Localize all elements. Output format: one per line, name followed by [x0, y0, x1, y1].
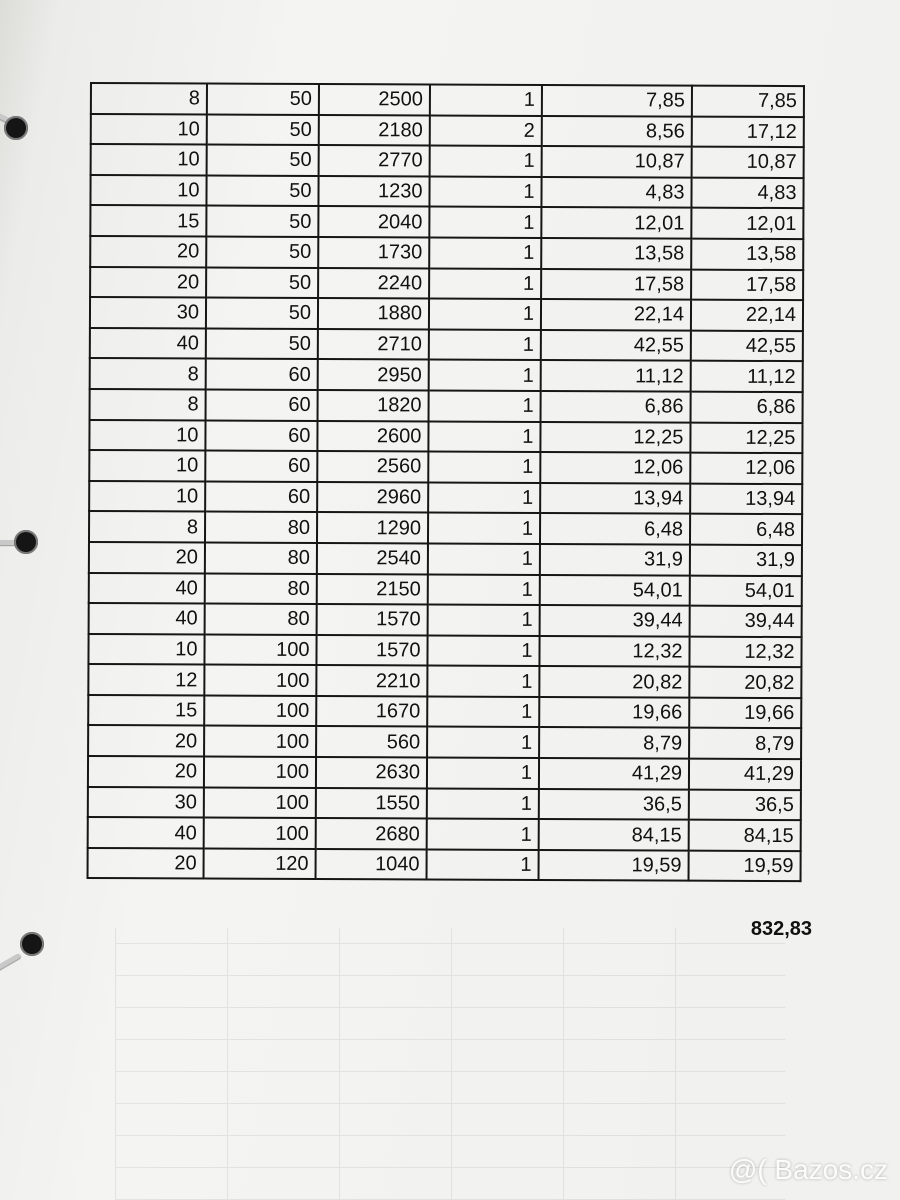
table-cell: 1: [429, 360, 541, 391]
table-cell: 10: [91, 114, 207, 145]
table-cell: 1550: [316, 788, 427, 819]
table-row: [90, 236, 803, 270]
table-cell: 19,66: [689, 697, 801, 728]
table-cell: 60: [205, 451, 317, 482]
table-cell: 12,01: [691, 208, 803, 239]
table-row: [91, 144, 804, 178]
table-cell: 60: [205, 481, 317, 512]
table-row: [89, 542, 802, 576]
table-cell: 50: [207, 145, 319, 176]
table-cell: 1: [427, 819, 539, 850]
table-cell: 2710: [318, 329, 429, 360]
table-row: [91, 114, 804, 148]
table-row: [88, 634, 801, 668]
binder-ring-top: [4, 116, 28, 140]
table-cell: 39,44: [690, 606, 802, 637]
table-total: 832,83: [750, 918, 812, 940]
table-cell: 40: [88, 817, 204, 848]
table-cell: 1: [427, 727, 539, 758]
table-cell: 1: [427, 696, 539, 727]
table-row: [91, 83, 804, 117]
table-cell: 1: [429, 207, 541, 238]
table-cell: 50: [206, 236, 318, 267]
table-cell: 50: [207, 114, 319, 145]
table-cell: 10: [90, 175, 206, 206]
table-cell: 1: [430, 84, 542, 115]
table-cell: 10,87: [542, 146, 692, 177]
table-row: [88, 817, 801, 851]
table-cell: 20: [88, 725, 204, 756]
table-cell: 20: [90, 236, 206, 267]
table-cell: 22,14: [691, 300, 803, 331]
table-row: [89, 603, 802, 637]
table-cell: 15: [88, 695, 204, 726]
table-cell: 100: [204, 818, 316, 849]
table-cell: 560: [316, 726, 427, 757]
table-cell: 2500: [319, 84, 430, 115]
table-cell: 39,44: [540, 605, 690, 636]
table-cell: 17,12: [692, 116, 804, 147]
table-row: [88, 756, 801, 790]
table-cell: 2: [430, 115, 542, 146]
table-cell: 2600: [317, 421, 428, 452]
table-cell: 60: [205, 420, 317, 451]
table-cell: 2630: [316, 757, 427, 788]
table-cell: 8,56: [542, 116, 692, 147]
table-cell: 13,94: [540, 483, 690, 514]
watermark: @( Bazos.cz: [728, 1154, 888, 1185]
table-cell: 2210: [316, 665, 427, 696]
table-cell: 10: [88, 634, 204, 665]
table-cell: 50: [206, 267, 318, 298]
table-cell: 1: [429, 176, 541, 207]
table-cell: 13,58: [691, 239, 803, 270]
table-cell: 10: [89, 450, 205, 481]
table-cell: 2960: [317, 482, 428, 513]
table-cell: 1: [427, 788, 539, 819]
table-cell: 12,32: [539, 636, 689, 667]
binder-ring-bottom: [20, 932, 44, 956]
table-row: [89, 481, 802, 515]
table-cell: 15: [90, 205, 206, 236]
table-row: [89, 420, 802, 454]
table-row: [90, 297, 803, 331]
table-cell: 2770: [319, 145, 430, 176]
table-cell: 19,59: [689, 850, 801, 881]
table-cell: 1230: [318, 176, 429, 207]
table-cell: 1: [428, 421, 540, 452]
table-row: [90, 267, 803, 301]
table-cell: 12,25: [540, 422, 690, 453]
table-cell: 4,83: [691, 177, 803, 208]
table-row: [88, 725, 801, 759]
table-cell: 60: [206, 359, 318, 390]
table-cell: 100: [204, 757, 316, 788]
data-table: [87, 82, 805, 883]
table-cell: 19,59: [539, 850, 689, 881]
table-cell: 80: [205, 542, 317, 573]
table-cell: 10,87: [692, 147, 804, 178]
table-cell: 36,5: [539, 789, 689, 820]
table-cell: 60: [206, 389, 318, 420]
table-cell: 1570: [316, 635, 427, 666]
table-cell: 6,86: [541, 391, 691, 422]
table-cell: 1: [428, 574, 540, 605]
table-row: [90, 389, 803, 423]
table-row: [90, 205, 803, 239]
table-cell: 50: [206, 206, 318, 237]
table-cell: 8: [91, 83, 207, 114]
table-cell: 7,85: [692, 86, 804, 117]
table-row: [90, 358, 803, 392]
table-row: [88, 848, 801, 882]
table-cell: 1670: [316, 696, 427, 727]
table-cell: 30: [90, 297, 206, 328]
table-cell: 10: [89, 420, 205, 451]
table-cell: 6,48: [540, 513, 690, 544]
table-cell: 1: [429, 237, 541, 268]
table-cell: 1: [427, 849, 539, 880]
table-cell: 80: [205, 573, 317, 604]
table-cell: 2180: [319, 115, 430, 146]
table-cell: 1: [429, 268, 541, 299]
table-cell: 1: [429, 390, 541, 421]
table-cell: 54,01: [690, 575, 802, 606]
table-cell: 1: [428, 452, 540, 483]
table-cell: 1: [427, 666, 539, 697]
table-cell: 2680: [316, 818, 427, 849]
table-cell: 1: [430, 146, 542, 177]
table-cell: 2240: [318, 268, 429, 299]
table-cell: 20,82: [539, 666, 689, 697]
table-cell: 8,79: [539, 727, 689, 758]
table-row: [90, 175, 803, 209]
table-cell: 1: [428, 513, 540, 544]
table-cell: 1: [429, 329, 541, 360]
table-cell: 12: [88, 664, 204, 695]
table-cell: 40: [90, 328, 206, 359]
table-cell: 10: [91, 144, 207, 175]
table-cell: 50: [207, 84, 319, 115]
table-row: [89, 450, 802, 484]
table-cell: 80: [205, 512, 317, 543]
table-cell: 1040: [316, 849, 427, 880]
table-cell: 1730: [318, 237, 429, 268]
table-cell: 50: [206, 298, 318, 329]
table-row: [89, 572, 802, 606]
table-cell: 20: [88, 756, 204, 787]
table-cell: 40: [89, 572, 205, 603]
table-cell: 30: [88, 787, 204, 818]
table-cell: 1: [429, 299, 541, 330]
table-cell: 41,29: [689, 759, 801, 790]
table-cell: 2950: [318, 359, 429, 390]
table-row: [90, 328, 803, 362]
table-cell: 20: [89, 542, 205, 573]
table-cell: 7,85: [542, 85, 692, 116]
table-cell: 11,12: [541, 360, 691, 391]
table-cell: 13,58: [541, 238, 691, 269]
table-row: [88, 664, 801, 698]
table-cell: 50: [206, 175, 318, 206]
table-cell: 31,9: [540, 544, 690, 575]
table-cell: 2040: [318, 206, 429, 237]
table-cell: 1: [428, 605, 540, 636]
table-cell: 6,86: [691, 392, 803, 423]
table-cell: 13,94: [690, 483, 802, 514]
table-cell: 100: [204, 634, 316, 665]
table-cell: 22,14: [541, 299, 691, 330]
table-cell: 1: [428, 543, 540, 574]
table-cell: 100: [204, 665, 316, 696]
table-cell: 17,58: [691, 269, 803, 300]
table-cell: 4,83: [541, 177, 691, 208]
table-cell: 42,55: [691, 330, 803, 361]
table-cell: 100: [204, 726, 316, 757]
table-cell: 120: [204, 848, 316, 879]
table-cell: 41,29: [539, 758, 689, 789]
table-cell: 40: [89, 603, 205, 634]
table-cell: 31,9: [690, 545, 802, 576]
table-cell: 8: [90, 389, 206, 420]
table-cell: 8: [89, 511, 205, 542]
table-cell: 80: [205, 604, 317, 635]
table-cell: 1: [427, 635, 539, 666]
table-cell: 2540: [317, 543, 428, 574]
table-cell: 100: [204, 787, 316, 818]
binder-ring-middle: [14, 530, 38, 554]
table-cell: 2560: [317, 451, 428, 482]
table-cell: 20: [90, 267, 206, 298]
table-cell: 2150: [317, 573, 428, 604]
table-cell: 50: [206, 328, 318, 359]
table-cell: 1880: [318, 298, 429, 329]
table-cell: 20: [88, 848, 204, 879]
table-cell: 8: [90, 358, 206, 389]
table-cell: 84,15: [539, 819, 689, 850]
table-cell: 12,06: [540, 452, 690, 483]
table-cell: 1290: [317, 512, 428, 543]
table-cell: 36,5: [689, 789, 801, 820]
table-cell: 100: [204, 695, 316, 726]
table-cell: 12,25: [690, 422, 802, 453]
table-cell: 12,32: [689, 636, 801, 667]
table-cell: 1: [427, 758, 539, 789]
table-cell: 42,55: [541, 330, 691, 361]
table-cell: 19,66: [539, 697, 689, 728]
show-through-table: [115, 928, 785, 1200]
table-row: [88, 787, 801, 821]
table-cell: 8,79: [689, 728, 801, 759]
table-row: [89, 511, 802, 545]
table-cell: 1: [428, 482, 540, 513]
table-cell: 17,58: [541, 269, 691, 300]
table-row: [88, 695, 801, 729]
table-body: [88, 83, 804, 882]
table-cell: 12,01: [541, 207, 691, 238]
table-cell: 6,48: [690, 514, 802, 545]
table-cell: 10: [89, 481, 205, 512]
table-cell: 54,01: [540, 574, 690, 605]
table-cell: 1570: [317, 604, 428, 635]
table-cell: 11,12: [691, 361, 803, 392]
table-cell: 20,82: [689, 667, 801, 698]
table-cell: 12,06: [690, 453, 802, 484]
table-cell: 84,15: [689, 820, 801, 851]
table-cell: 1820: [318, 390, 429, 421]
